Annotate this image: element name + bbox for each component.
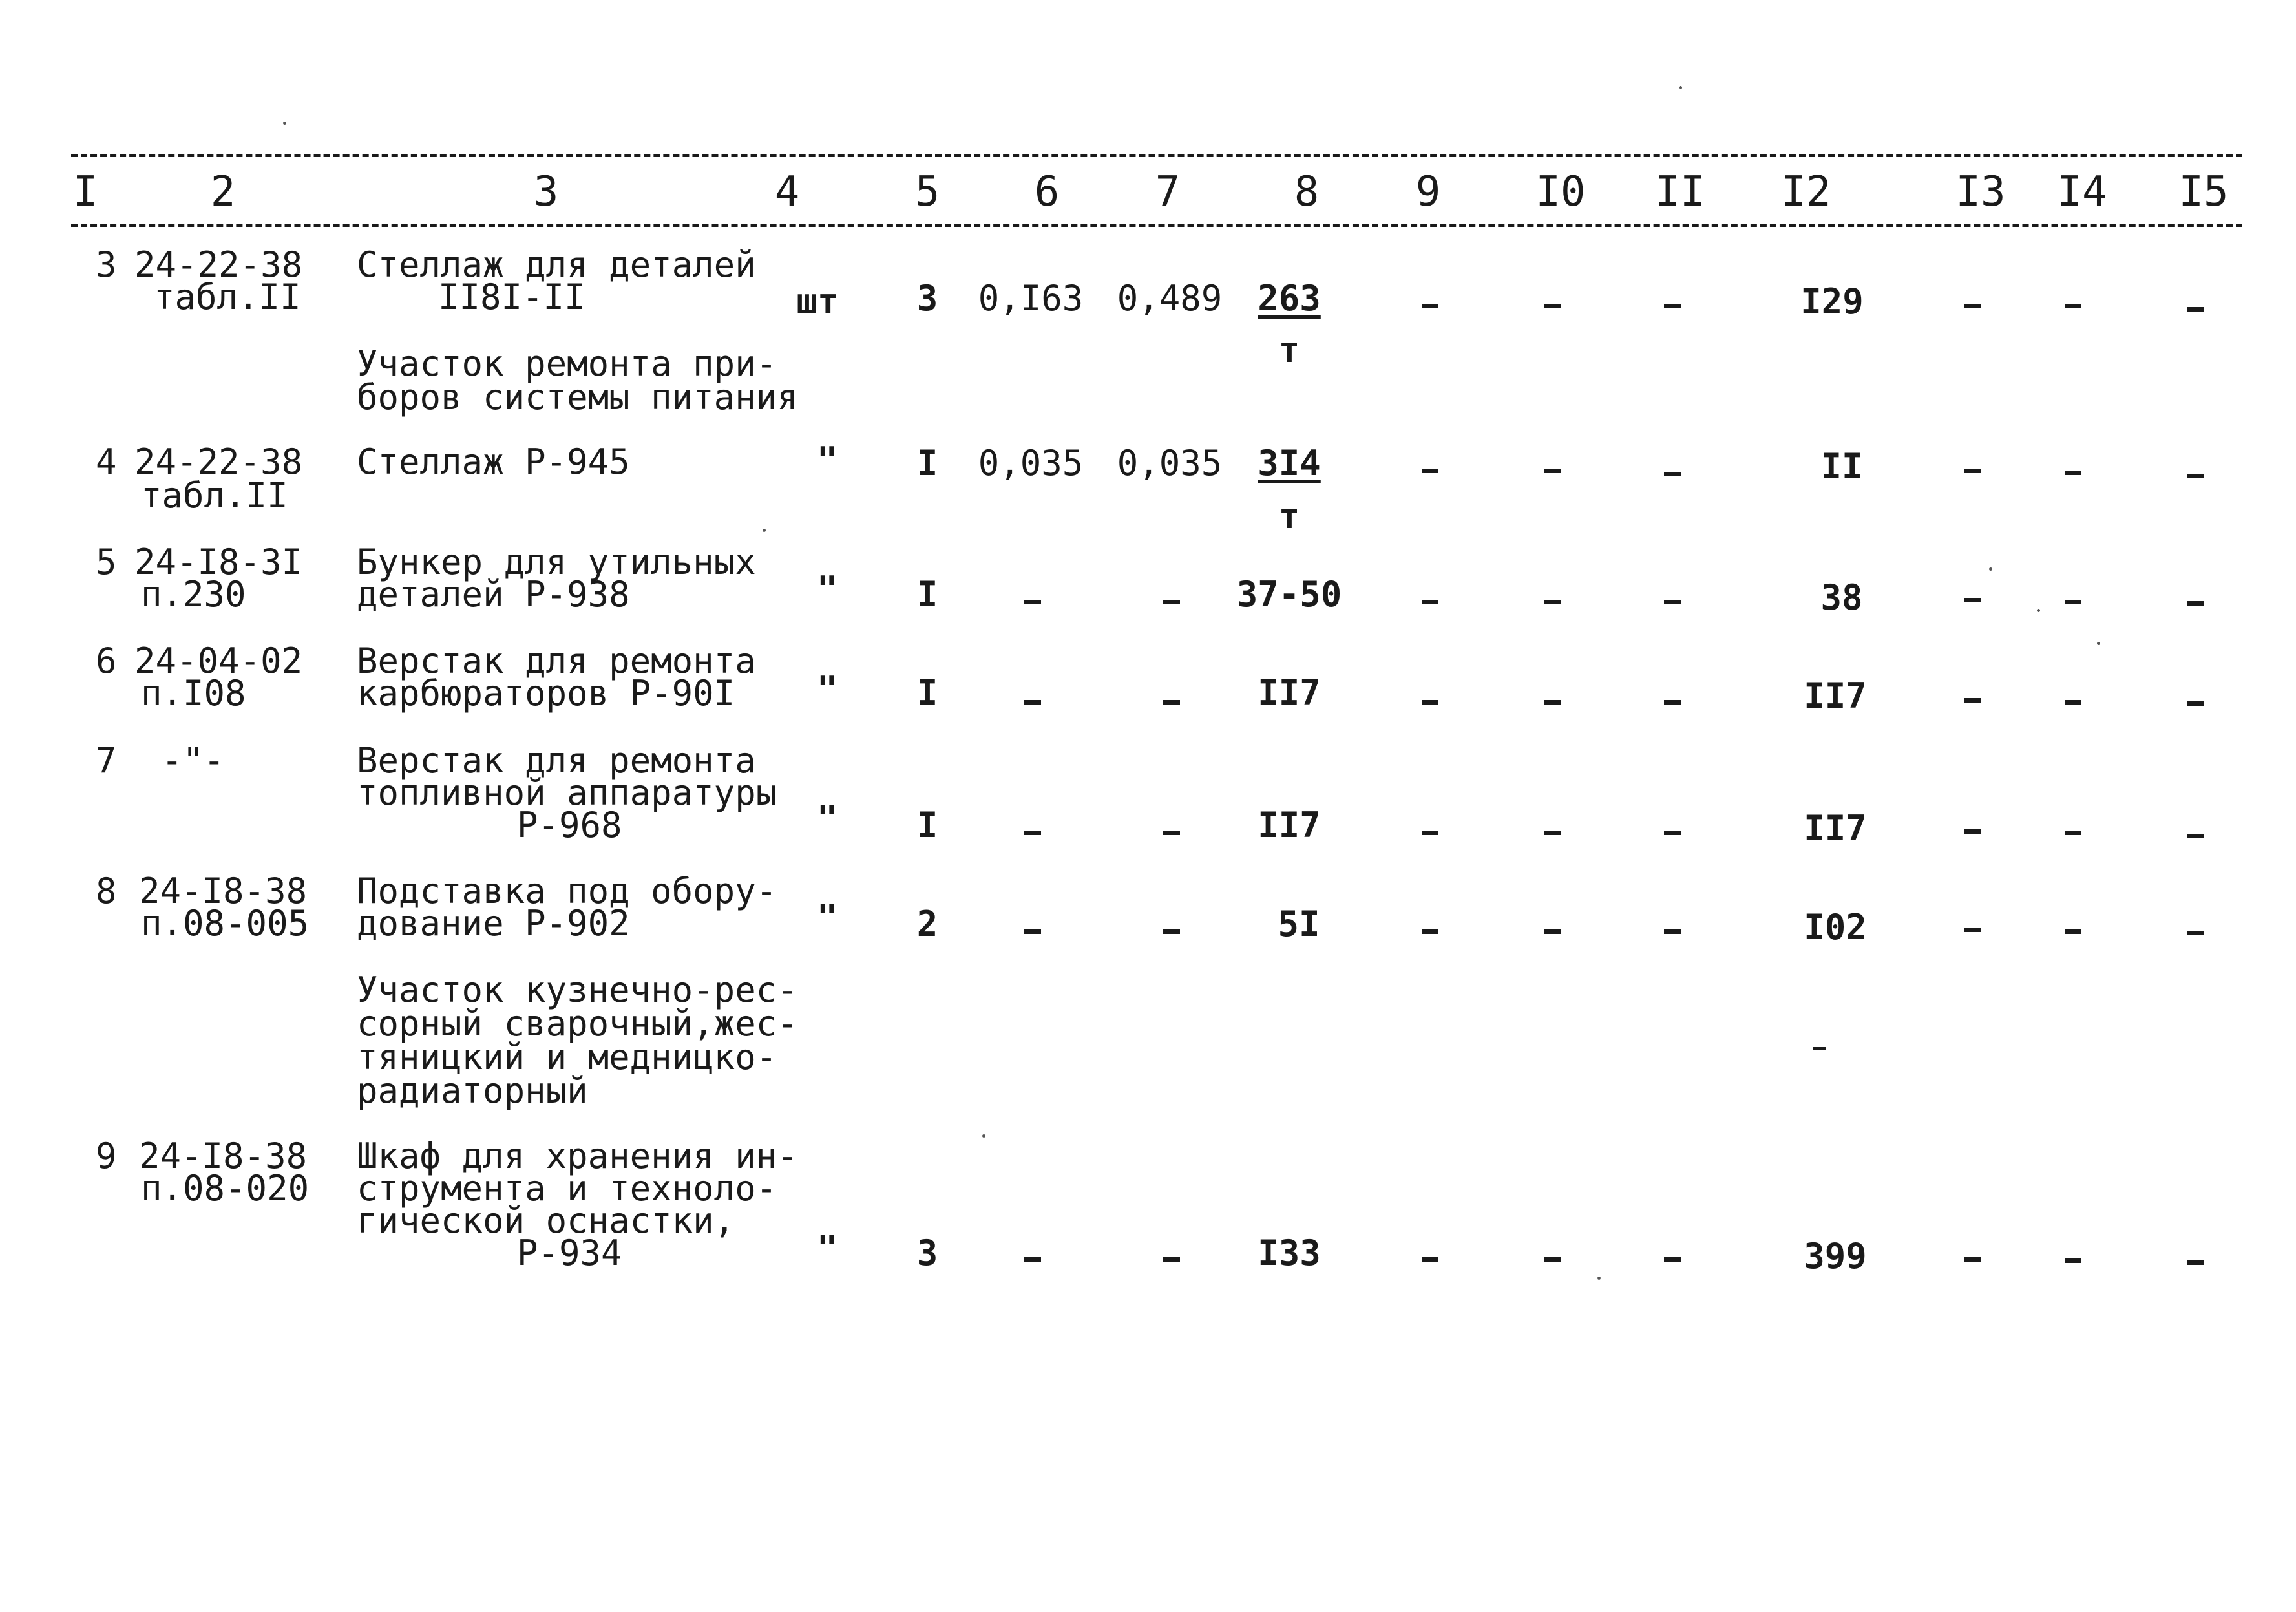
row-col6-dash [1024, 700, 1041, 705]
scan-speck [982, 1134, 985, 1138]
row-code: 24-04-02 [134, 641, 303, 681]
row-col10-dash [1544, 831, 1561, 835]
row-qty: 2 [916, 904, 938, 944]
row-name-line: Подставка под обору- [357, 871, 777, 911]
row-code-ref: табл.II [154, 277, 301, 317]
row-unit: шт [796, 281, 839, 322]
row-col13-dash [1964, 698, 1981, 703]
row-col13-dash [1964, 829, 1981, 834]
row-col10-dash [1544, 304, 1561, 308]
row-name-line: дование Р-902 [357, 903, 630, 944]
row-qty: I [916, 805, 938, 845]
section-col12-dash [1813, 1047, 1826, 1050]
row-col8: II7 [1258, 672, 1321, 713]
col-header-9: 9 [1415, 168, 1441, 216]
row-col8: I33 [1258, 1233, 1321, 1273]
row-col15-dash [2187, 307, 2204, 312]
row-col13-dash [1964, 1257, 1981, 1262]
row-name-line: топливной аппаратуры [357, 772, 777, 813]
header-rule [71, 224, 2242, 227]
row-name-line: Р-968 [517, 805, 622, 845]
row-col11-dash [1664, 700, 1681, 705]
scan-speck [1597, 1277, 1601, 1280]
row-col10-dash [1544, 700, 1561, 705]
row-col14-dash [2065, 929, 2081, 934]
row-number: 3 [96, 244, 117, 285]
col-header-6: 6 [1034, 168, 1060, 216]
row-col14-dash [2065, 831, 2081, 835]
row-code: 24-22-38 [134, 244, 303, 285]
section-line: радиаторный [357, 1070, 588, 1111]
row-qty: I [916, 443, 938, 483]
section-line: боров системы питания [357, 377, 798, 418]
row-col11-dash [1664, 472, 1681, 476]
row-col12: II [1820, 446, 1863, 487]
row-name-line: Бункер для утильных [357, 542, 756, 582]
row-name-line: Р-934 [517, 1233, 622, 1273]
row-unit: " [816, 440, 838, 480]
row-unit: " [816, 669, 838, 710]
row-col12: I02 [1804, 907, 1867, 948]
row-qty: I [916, 672, 938, 713]
row-col12: I29 [1800, 281, 1864, 322]
row-col13-dash [1964, 469, 1981, 473]
col-header-13: I3 [1955, 168, 2006, 216]
row-qty: I [916, 574, 938, 615]
row-col6-dash [1024, 600, 1041, 604]
row-unit: " [816, 798, 838, 839]
row-col11-dash [1664, 600, 1681, 604]
row-col9-dash [1422, 304, 1438, 308]
row-col14-dash [2065, 304, 2081, 308]
row-col8: 37-50 [1236, 574, 1342, 615]
top-rule [71, 154, 2242, 157]
section-line: тяницкий и медницко- [357, 1037, 777, 1077]
row-col8-sub: т [1278, 496, 1300, 536]
row-name-line: карбюраторов Р-90I [357, 673, 735, 714]
row-name-line: II8I-II [438, 277, 585, 317]
row-col8: II7 [1258, 805, 1321, 845]
row-col7: 0,489 [1117, 278, 1223, 319]
scan-speck [763, 529, 766, 532]
row-number: 5 [96, 542, 117, 582]
row-unit: " [816, 1228, 838, 1269]
row-col12: II7 [1804, 675, 1867, 716]
row-code: -"- [162, 740, 225, 781]
col-header-14: I4 [2057, 168, 2107, 216]
row-col14-dash [2065, 600, 2081, 604]
col-header-15: I5 [2178, 168, 2229, 216]
row-name-line: Шкаф для хранения ин- [357, 1136, 798, 1176]
row-col6-dash [1024, 1257, 1041, 1262]
row-unit: " [816, 897, 838, 938]
row-col15-dash [2187, 834, 2204, 838]
row-code: 24-I8-38 [139, 871, 308, 911]
row-col7-dash [1163, 831, 1180, 835]
row-col15-dash [2187, 1260, 2204, 1265]
row-number: 8 [96, 871, 117, 911]
scan-speck [2097, 642, 2100, 645]
row-code-ref: п.230 [141, 574, 246, 615]
row-col9-dash [1422, 700, 1438, 705]
col-header-4: 4 [774, 168, 800, 216]
row-col8-sub: т [1278, 330, 1300, 370]
row-col12: 399 [1804, 1236, 1867, 1277]
row-col12: II7 [1804, 808, 1867, 849]
row-code-ref: п.I08 [141, 673, 246, 714]
row-col11-dash [1664, 929, 1681, 934]
row-unit: " [816, 569, 838, 610]
row-col15-dash [2187, 601, 2204, 606]
section-line: Участок ремонта при- [357, 343, 777, 384]
row-col15-dash [2187, 474, 2204, 478]
row-col9-dash [1422, 831, 1438, 835]
row-code-ref: п.08-005 [141, 903, 310, 944]
row-name-line: Верстак для ремонта [357, 740, 756, 781]
section-line: сорный сварочный,жес- [357, 1003, 798, 1044]
row-name-line: струмента и техноло- [357, 1168, 777, 1209]
col-header-11: II [1655, 168, 1705, 216]
row-number: 4 [96, 441, 117, 482]
row-col15-dash [2187, 931, 2204, 935]
row-name-line: деталей Р-938 [357, 574, 630, 615]
scan-speck [1679, 86, 1682, 89]
row-col14-dash [2065, 471, 2081, 475]
row-col14-dash [2065, 700, 2081, 705]
section-line: Участок кузнечно-рес- [357, 970, 798, 1010]
row-col15-dash [2187, 701, 2204, 706]
row-col6: 0,I63 [978, 278, 1084, 319]
row-col10-dash [1544, 600, 1561, 604]
scan-speck [2037, 609, 2040, 612]
row-name-line: гической оснастки, [357, 1200, 735, 1241]
row-col7-dash [1163, 1257, 1180, 1262]
row-code: 24-I8-3I [134, 542, 303, 582]
row-col10-dash [1544, 929, 1561, 934]
row-col10-dash [1544, 469, 1561, 473]
row-col11-dash [1664, 304, 1681, 308]
row-col9-dash [1422, 469, 1438, 473]
scan-speck [283, 122, 286, 125]
row-number: 9 [96, 1136, 117, 1176]
col-header-7: 7 [1155, 168, 1181, 216]
row-code: 24-22-38 [134, 441, 303, 482]
row-col12: 38 [1820, 577, 1863, 618]
scan-speck [1989, 567, 1992, 571]
col-header-3: 3 [533, 168, 559, 216]
col-header-1: I [72, 168, 98, 216]
row-col7-dash [1163, 700, 1180, 705]
row-name-line: Верстак для ремонта [357, 641, 756, 681]
row-number: 6 [96, 641, 117, 681]
col-header-2: 2 [210, 168, 236, 216]
row-col11-dash [1664, 1257, 1681, 1262]
row-col6-dash [1024, 831, 1041, 835]
row-col9-dash [1422, 1257, 1438, 1262]
row-col8: 5I [1278, 904, 1320, 944]
col-header-12: I2 [1781, 168, 1831, 216]
row-col14-dash [2065, 1258, 2081, 1263]
row-col6-dash [1024, 929, 1041, 934]
row-number: 7 [96, 740, 117, 781]
row-name-line: Стеллаж Р-945 [357, 441, 630, 482]
row-col11-dash [1664, 831, 1681, 835]
row-code: 24-I8-38 [139, 1136, 308, 1176]
row-code-ref: табл.II [141, 475, 288, 516]
row-col8: 263 [1258, 278, 1321, 319]
row-col9-dash [1422, 600, 1438, 604]
row-qty: 3 [916, 1233, 938, 1273]
row-col13-dash [1964, 598, 1981, 602]
row-name-line: Стеллаж для деталей [357, 244, 756, 285]
row-col6: 0,035 [978, 443, 1084, 483]
row-qty: 3 [916, 278, 938, 319]
row-col8: 3I4 [1258, 443, 1321, 483]
row-code-ref: п.08-020 [141, 1168, 310, 1209]
row-col10-dash [1544, 1257, 1561, 1262]
col-header-10: I0 [1535, 168, 1586, 216]
row-col13-dash [1964, 928, 1981, 932]
col-header-8: 8 [1294, 168, 1320, 216]
row-col7: 0,035 [1117, 443, 1223, 483]
row-col7-dash [1163, 929, 1180, 934]
row-col13-dash [1964, 304, 1981, 308]
col-header-5: 5 [914, 168, 940, 216]
row-col9-dash [1422, 929, 1438, 934]
row-col7-dash [1163, 600, 1180, 604]
